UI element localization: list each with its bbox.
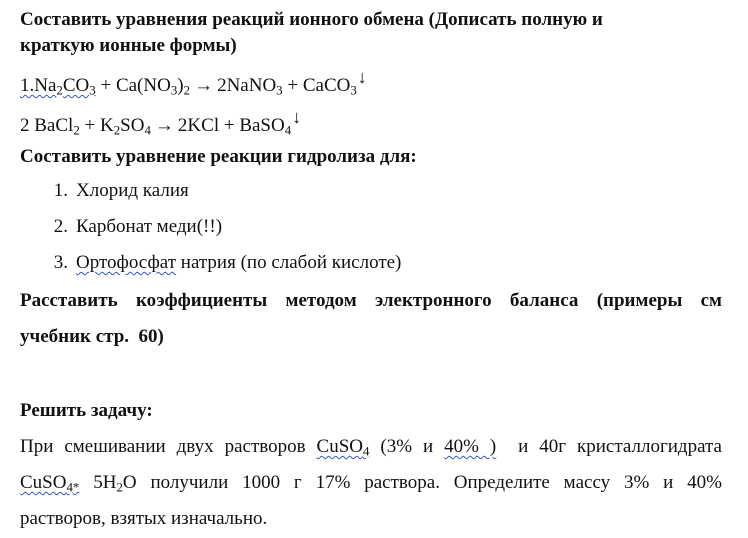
formula-cuso4: CuSO$_4$ [316,436,370,459]
task-line-3: растворов, взятых изначально. [20,508,268,529]
reaction-1-product-1: 2NaNO$_3$ [217,75,283,98]
list-item: 2. Карбонат меди(!!) [53,216,223,237]
heading-electron-balance-line1: Расставить коэффициенты методом электронного баланса (примеры см [20,290,722,311]
reaction-2: 2 BaCl$_2$ + $K_2SO_4 \to 2KCl$ + BaSO$_4$↓ [20,107,302,138]
reaction-arrow-icon: → [154,115,174,136]
precipitate-arrow-icon: ↓ [357,67,367,87]
formula-cuso4-hydrate: CuSO$_{4*}$ [20,472,80,495]
reaction-1-product-2: CaCO$_3$ [302,75,357,98]
reaction-2-product-2: BaSO$_4$ [239,115,292,138]
reaction-arrow-icon: → [194,75,214,96]
heading-hydrolysis: Составить уравнение реакции гидролиза для: [20,146,417,167]
heading-solve-task: Решить задачу: [20,400,153,421]
reaction-1: $1.Na_2CO_3 + Ca(NO_3)_2$ → 2NaNO$_3$ + CaCO$_3$↓ [20,67,367,98]
heading-ion-exchange-line1: Составить уравнения реакций ионного обмена (Дописать полную и [20,9,603,30]
list-item: 1. Хлорид калия [53,180,189,201]
reaction-2-reactant-1: 2 BaCl$_2$ [20,115,80,138]
task-line-2: CuSO$_{4*}$ $5H_2O$ получили 1000 г 17% раствора. Определите массу 3% и 40% [20,472,722,495]
heading-electron-balance-line2: учебник стр. 60) [20,326,164,347]
reaction-2-product-1: 2KCl [177,115,220,136]
reaction-1-reactant-1: $1.Na_2CO_3$ [20,75,96,98]
list-item: 3. Ортофосфат натрия (по слабой кислоте) [53,252,402,273]
task-line-1: При смешивании двух растворов CuSO$_4$ (3% и 40% ) и 40г кристаллогидрата [20,436,722,459]
reaction-1-reactant-2: $Ca(NO_3)_2$ [115,75,191,98]
heading-ion-exchange-line2: краткую ионные формы) [20,35,237,56]
hydrolysis-list [20,179,401,287]
reaction-2-reactant-2: $K_2SO_4$ [99,115,151,138]
precipitate-arrow-icon: ↓ [292,107,302,127]
